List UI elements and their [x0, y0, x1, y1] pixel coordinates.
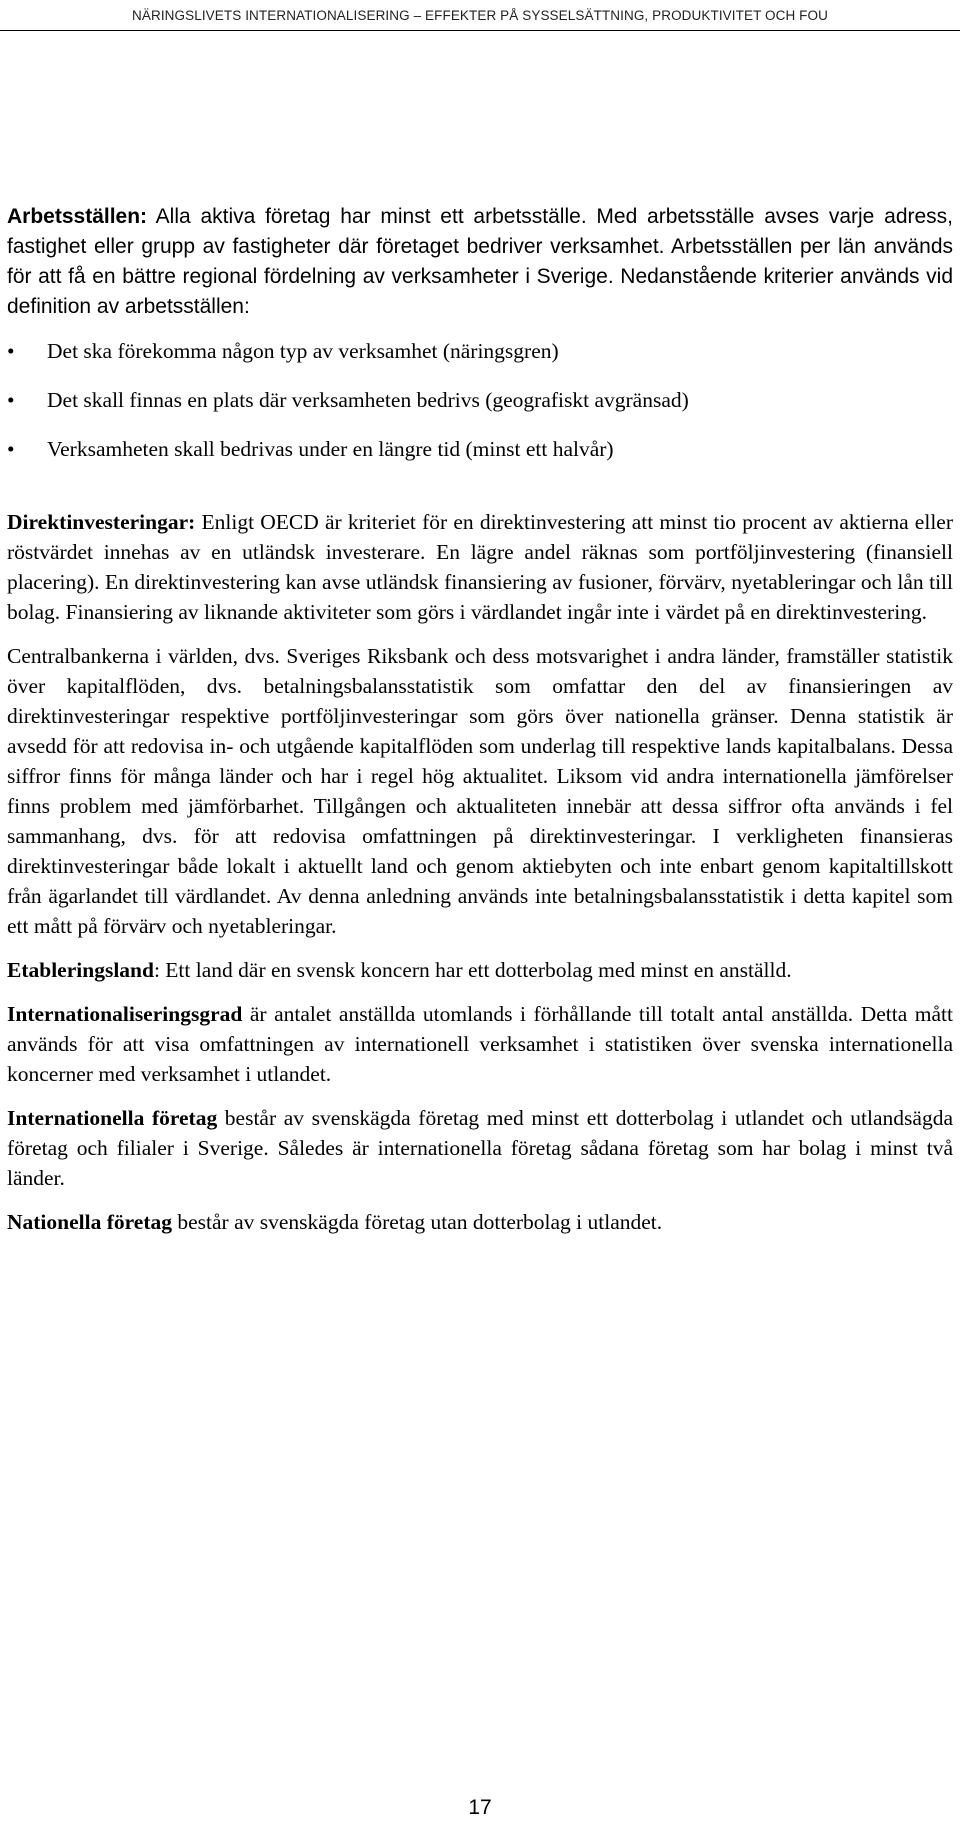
criteria-text: Verksamheten skall bedrivas under en längre tid (minst ett halvår): [47, 437, 614, 461]
term-internationaliseringsgrad: Internationaliseringsgrad: [7, 1002, 243, 1026]
definition-text-nationella-foretag: består av svenskägda företag utan dotterbolag i utlandet.: [172, 1210, 663, 1234]
page-number: 17: [468, 1796, 492, 1819]
definition-internationaliseringsgrad: [7, 999, 953, 1089]
list-item: [7, 434, 953, 464]
term-etableringsland: Etableringsland: [7, 958, 154, 982]
bullet-icon: •: [7, 437, 15, 461]
list-item: [7, 336, 953, 366]
term-nationella-foretag: Nationella företag: [7, 1210, 172, 1234]
definition-internationella-foretag: [7, 1103, 953, 1193]
definition-direktinvesteringar: [7, 507, 953, 627]
list-item: [7, 385, 953, 415]
term-direktinvesteringar: Direktinvesteringar:: [7, 510, 196, 534]
definition-text-internationella-foretag: består av svenskägda företag med minst ett dotterbolag i utlandet och utlandsägda företag och filialer i Sverige. Således är internationella företag sådana företag som har bolag i minst två länder.: [7, 1106, 954, 1190]
definition-text-direktinvesteringar: Enligt OECD är kriteriet för en direktinvestering att minst tio procent av aktierna eller röstvärdet innehas av en utländsk investerare. En lägre andel räknas som portföljinvestering (finansiell placering). En direktinvestering kan avse utländsk finansiering av fusioner, förvärv, nyetableringar och lån till bolag. Finansiering av liknande aktiviteter som görs i värdlandet ingår inte i värdet på en direktinvestering.: [7, 510, 953, 624]
criteria-text: Det ska förekomma någon typ av verksamhet (näringsgren): [47, 339, 559, 363]
term-arbetsstallen: Arbetsställen:: [7, 205, 148, 228]
term-internationella-foretag: Internationella företag: [7, 1106, 218, 1130]
header-divider: [0, 30, 960, 31]
definition-arbetsstallen: [7, 202, 953, 322]
criteria-text: Det skall finnas en plats där verksamheten bedrivs (geografiskt avgränsad): [47, 388, 689, 412]
running-header: NÄRINGSLIVETS INTERNATIONALISERING – EFFEKTER PÅ SYSSELSÄTTNING, PRODUKTIVITET OCH FOU: [132, 8, 828, 23]
paragraph-centralbanker: Centralbankerna i världen, dvs. Sveriges Riksbank och dess motsvarighet i andra länder, framställer statistik över kapitalflöden, dvs. betalningsbalansstatistik som omfattar den del av finansieringen av direktinvesteringar respektive portföljinvesteringar som görs över nationella gränser. Denna statistik är avsedd för att redovisa in- och utgående kapitalflöden som underlag till respektive lands kapitalbalans. Dessa siffror finns för många länder och har i regel hög aktualitet. Liksom vid andra internationella jämförelser finns problem med jämförbarhet. Tillgången och aktualiteten innebär att dessa siffror ofta används i fel sammanhang, dvs. för att redovisa omfattningen på direktinvesteringar. I verkligheten finansieras direktinvesteringar både lokalt i aktuellt land och genom aktiebyten och inte enbart genom kapitaltillskott från ägarlandet till värdlandet. Av denna anledning används inte betalningsbalansstatistik i detta kapitel som ett mått på förvärv och nyetableringar.: [7, 644, 953, 938]
page-body: [7, 202, 953, 1237]
definition-text-etableringsland: : Ett land där en svensk koncern har ett dotterbolag med minst en anställd.: [153, 958, 792, 982]
criteria-list: [7, 336, 953, 464]
definition-nationella-foretag: [7, 1207, 953, 1237]
definition-text-internationaliseringsgrad: är antalet anställda utomlands i förhållande till totalt antal anställda. Detta mått används för att visa omfattningen av internationell verksamhet i statistiken över svenska internationella koncerner med verksamhet i utlandet.: [7, 1002, 953, 1086]
bullet-icon: •: [7, 388, 15, 412]
definition-text-arbetsstallen: Alla aktiva företag har minst ett arbetsställe. Med arbetsställe avses varje adress, fastighet eller grupp av fastigheter där företaget bedriver verksamhet. Arbetsställen per län används för att få en bättre regional fördelning av verksamheter i Sverige. Nedanstående kriterier används vid definition av arbetsställen:: [7, 205, 953, 318]
bullet-icon: •: [7, 339, 15, 363]
definition-etableringsland: [7, 955, 953, 985]
